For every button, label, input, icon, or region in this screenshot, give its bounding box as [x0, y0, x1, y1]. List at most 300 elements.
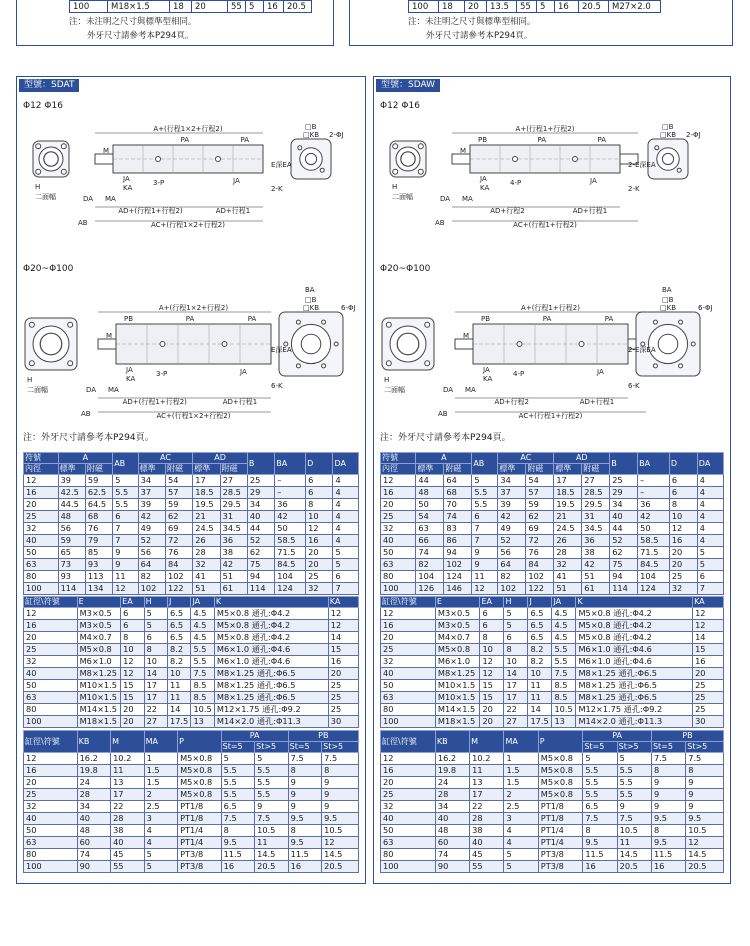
table-cell: 64	[498, 559, 526, 571]
table-cell: 9	[322, 777, 359, 789]
table-cell: 16	[381, 487, 416, 499]
table-cell: 6	[480, 620, 504, 632]
top-cell: 16	[264, 1, 284, 13]
table-cell: PT1/8	[538, 801, 583, 813]
table-cell: 60	[77, 837, 111, 849]
table-row	[381, 777, 724, 789]
table-cell: 8.5	[552, 692, 576, 704]
table-cell: 20	[381, 632, 436, 644]
table-row	[24, 523, 359, 535]
table-cell: 6	[121, 620, 144, 632]
table-cell: 9	[113, 559, 138, 571]
subheader: 內徑	[381, 464, 416, 475]
table-cell: 5	[144, 620, 167, 632]
table-cell: 11	[528, 680, 552, 692]
table-cell: 5.5	[255, 777, 289, 789]
dimension-table-2	[380, 596, 724, 728]
table-cell: 9	[288, 777, 322, 789]
dimension-table-3	[380, 730, 724, 873]
dim-b: □B	[662, 296, 674, 304]
table-cell: 6	[121, 608, 144, 620]
table-cell: 102	[444, 559, 472, 571]
header-ac: AC	[138, 453, 193, 464]
table-cell: 15	[121, 692, 144, 704]
table-cell: 29	[247, 487, 274, 499]
table-cell: 61	[220, 583, 247, 595]
table-cell: 14	[528, 704, 552, 716]
table-cell: 28	[554, 547, 582, 559]
table-cell: 40	[381, 535, 416, 547]
table-cell: 9.5	[288, 813, 322, 825]
table-cell: M14×2.0 通孔:Φ11.3	[576, 716, 693, 728]
table-cell: 12	[121, 656, 144, 668]
table-cell: 61	[582, 583, 610, 595]
table-cell: 100	[381, 716, 436, 728]
table-cell: 40	[247, 511, 274, 523]
table-cell: 16	[221, 861, 255, 873]
table-cell: 5	[221, 753, 255, 765]
table-cell: 3	[144, 813, 178, 825]
table-cell: 5	[144, 608, 167, 620]
table3-subheader: St=5	[583, 742, 617, 753]
top-cell: 20.5	[579, 1, 609, 13]
table-cell: 2	[504, 789, 538, 801]
table-row	[381, 813, 724, 825]
table-cell: 13	[111, 777, 145, 789]
table-cell: 4	[333, 511, 359, 523]
table-cell: 60	[435, 837, 469, 849]
table-cell: 15	[121, 680, 144, 692]
table-cell: 17.5	[528, 716, 552, 728]
table-cell: 11	[255, 837, 289, 849]
table-cell: 11	[528, 692, 552, 704]
table-cell: 2	[144, 789, 178, 801]
table-cell: 14.5	[617, 849, 651, 861]
table-cell: 8	[221, 825, 255, 837]
table-cell: 9	[651, 801, 685, 813]
table-cell: 76	[85, 523, 112, 535]
table-cell: 27	[144, 716, 167, 728]
table-cell: 4	[697, 499, 723, 511]
table-cell: 10.5	[552, 704, 576, 716]
table-cell: 71.5	[275, 547, 306, 559]
dim-a: A+(行程1×2+行程2)	[158, 304, 229, 312]
table-cell: 5	[583, 753, 617, 765]
table-cell: 102	[498, 583, 526, 595]
top-cell: 55	[517, 1, 537, 13]
table-cell: 80	[381, 849, 436, 861]
table-cell: 48	[58, 511, 85, 523]
top-left-table	[69, 0, 312, 13]
table-cell: 44	[247, 523, 274, 535]
table-row	[381, 571, 724, 583]
table-cell: 84.5	[275, 559, 306, 571]
table-cell: 12	[669, 523, 697, 535]
dim-h: H	[27, 376, 33, 384]
table-cell: 40	[111, 837, 145, 849]
table-cell: 13	[191, 716, 214, 728]
table-cell: 42.5	[58, 487, 85, 499]
top-left-note1: 注：未注明之尺寸與標準型相同。	[69, 17, 197, 27]
dim-m: M	[106, 332, 113, 340]
table-cell: 4.5	[191, 620, 214, 632]
table-cell: M6×1.0 通孔:Φ4.6	[576, 656, 693, 668]
table-cell: 8	[288, 825, 322, 837]
table-cell: 84	[526, 559, 554, 571]
table-cell: 37	[138, 487, 165, 499]
table-cell: 12	[322, 837, 359, 849]
table-cell: 5	[617, 753, 651, 765]
table-row	[381, 765, 724, 777]
table-cell: 10	[528, 668, 552, 680]
table-cell: 69	[165, 523, 192, 535]
table-cell: 5.5	[255, 789, 289, 801]
table-cell: 52	[498, 535, 526, 547]
table-cell: M8×1.25 通孔:Φ6.5	[214, 692, 328, 704]
dim-ba: BA	[305, 286, 315, 294]
table-cell: 6.5	[583, 801, 617, 813]
table-cell: 9	[288, 801, 322, 813]
dim-pb: PB	[478, 136, 488, 144]
dim-b: □B	[662, 123, 674, 131]
dim-a: A+(行程1+行程2)	[515, 125, 575, 133]
table-row	[24, 765, 359, 777]
table-cell: 6	[306, 487, 333, 499]
table-cell: 42	[498, 511, 526, 523]
dim-kb: □KB	[303, 131, 320, 139]
dim-ab: AB	[78, 219, 88, 227]
table-cell: M5×0.8 通孔:Φ4.2	[576, 620, 693, 632]
dim-ab: AB	[438, 410, 448, 418]
table-row	[24, 475, 359, 487]
table-cell: 12	[24, 475, 59, 487]
table-cell: 56	[138, 547, 165, 559]
table2-header: JA	[552, 597, 576, 608]
table3-header-pb: PB	[651, 731, 723, 742]
table3-header-pa: PA	[221, 731, 288, 742]
table-cell: 59	[58, 535, 85, 547]
table-cell: 14	[328, 632, 358, 644]
table-cell: 20	[669, 547, 697, 559]
table-cell: 20	[381, 499, 416, 511]
table-row	[381, 837, 724, 849]
table-cell: 54	[165, 475, 192, 487]
table-cell: 38	[220, 547, 247, 559]
table-cell: 5.5	[583, 789, 617, 801]
table-cell: 71.5	[638, 547, 670, 559]
table-cell: M5×0.8 通孔:Φ4.2	[214, 608, 328, 620]
table2-header: 缸徑\符號	[24, 597, 78, 608]
table-cell: 27	[582, 475, 610, 487]
top-right-table	[408, 0, 661, 13]
table-cell: 40	[24, 668, 78, 680]
table-cell: PT1/8	[538, 813, 583, 825]
table-cell: M12×1.75 通孔:Φ9.2	[214, 704, 328, 716]
table-cell: 12	[328, 620, 358, 632]
table-cell: 5	[697, 547, 723, 559]
table-cell: 68	[85, 511, 112, 523]
table-cell: 74	[77, 849, 111, 861]
table-cell: M8×1.25 通孔:Φ6.5	[576, 668, 693, 680]
table-cell: 8	[651, 825, 685, 837]
header-ba: BA	[275, 453, 306, 475]
table-cell: M3×0.5	[77, 608, 121, 620]
table2-header: EA	[480, 597, 504, 608]
table-cell: 42	[275, 511, 306, 523]
table-cell: 5.5	[583, 777, 617, 789]
dim-ka: KA	[483, 375, 493, 383]
table-cell: M5×0.8 通孔:Φ4.2	[214, 620, 328, 632]
table-cell: 39	[58, 475, 85, 487]
table-cell: 15	[480, 680, 504, 692]
table-cell: 34	[77, 801, 111, 813]
table-cell: 28	[193, 547, 220, 559]
top-cell: M27×2.0	[609, 1, 661, 13]
dim-ad2: AD+行程1	[579, 398, 615, 406]
table-cell: 100	[24, 716, 78, 728]
table2-header: H	[504, 597, 528, 608]
dim-ja: JA	[126, 366, 133, 374]
dim-p: 4-P	[510, 179, 522, 187]
table-cell: 124	[638, 583, 670, 595]
dim-kb: □KB	[303, 304, 320, 312]
table-cell: 28.5	[582, 487, 610, 499]
table-cell: 20.5	[255, 861, 289, 873]
bore-label-small: Φ12 Φ16	[380, 101, 420, 111]
table-cell: 25	[24, 789, 78, 801]
table-cell: 8.2	[528, 644, 552, 656]
table-cell: 12	[24, 608, 78, 620]
table-cell: 12	[381, 475, 416, 487]
table-cell: 32	[381, 801, 436, 813]
subheader: 附磁	[526, 464, 554, 475]
top-left-note2: 外牙尺寸請參考本P294頁。	[87, 31, 194, 41]
dim-ad2: AD+行程1	[572, 207, 608, 215]
table-cell: 50	[381, 680, 436, 692]
subheader: 標準	[58, 464, 85, 475]
table-row	[24, 837, 359, 849]
table-cell: 36	[275, 499, 306, 511]
table-cell: 69	[526, 523, 554, 535]
table-cell: 55	[111, 861, 145, 873]
table-cell: 10	[306, 511, 333, 523]
table-row	[381, 608, 724, 620]
table-cell: 19.5	[554, 499, 582, 511]
dim-m: M	[460, 147, 467, 155]
dim-ea: 2-E深EA	[628, 346, 656, 354]
bore-label-large: Φ20~Φ100	[380, 264, 431, 274]
table-cell: 10.2	[111, 753, 145, 765]
table-cell: 9.5	[651, 813, 685, 825]
table-cell: 48	[77, 825, 111, 837]
table-cell: 16	[306, 535, 333, 547]
header-da: DA	[697, 453, 723, 475]
table-cell: 16	[328, 656, 358, 668]
table-cell: 11	[617, 837, 651, 849]
table-row	[24, 547, 359, 559]
subheader: 內徑	[24, 464, 59, 475]
table-cell: 104	[638, 571, 670, 583]
table-cell: 28.5	[220, 487, 247, 499]
table2-header: E	[435, 597, 480, 608]
table-row	[24, 620, 359, 632]
table-cell: 9.5	[583, 837, 617, 849]
top-left-frame	[16, 0, 334, 46]
table-cell: PT1/8	[178, 813, 222, 825]
table-row	[24, 487, 359, 499]
table-cell: 5.5	[583, 765, 617, 777]
table-cell: 4	[144, 825, 178, 837]
table-row	[381, 559, 724, 571]
table-cell: 18.5	[554, 487, 582, 499]
table-cell: 62.5	[85, 487, 112, 499]
table-cell: 8	[144, 644, 167, 656]
table-cell: 19.8	[77, 765, 111, 777]
dim-j: 6-ΦJ	[341, 304, 356, 312]
table-cell: 58.5	[275, 535, 306, 547]
table-cell: 7.5	[583, 813, 617, 825]
table-row	[381, 704, 724, 716]
table-cell: 50	[416, 499, 444, 511]
table-cell: 7.5	[322, 753, 359, 765]
table-cell: 25	[381, 511, 416, 523]
table-cell: 4.5	[552, 620, 576, 632]
top-cell: M18×1.5	[108, 1, 170, 13]
dim-ac: AC+(行程1×2+行程2)	[156, 412, 231, 420]
dim-ja: JA	[480, 175, 487, 183]
top-right-note1: 注：未注明之尺寸與標準型相同。	[408, 17, 536, 27]
table-cell: 80	[381, 571, 416, 583]
dim-p: 3-P	[156, 370, 168, 378]
table-cell: 50	[381, 825, 436, 837]
table3-subheader: St>5	[255, 742, 289, 753]
model-tag: 型號：SDAW	[376, 79, 440, 92]
table-cell: 36	[582, 535, 610, 547]
dim-da: DA	[86, 386, 97, 394]
table-cell: 26	[554, 535, 582, 547]
table-cell: 51	[193, 583, 220, 595]
subheader: 附磁	[444, 464, 472, 475]
table-cell: 84	[165, 559, 192, 571]
table-cell: 34	[247, 499, 274, 511]
table3-subheader: St>5	[686, 742, 724, 753]
table-cell: M5×0.8	[538, 765, 583, 777]
table-cell: 16	[669, 535, 697, 547]
table-cell: 34	[610, 499, 638, 511]
subheader: 標準	[193, 464, 220, 475]
dim-ad1: AD+行程2	[494, 398, 529, 406]
dim-ab: AB	[435, 219, 445, 227]
table-cell: 5	[472, 475, 498, 487]
table-cell: 22	[111, 801, 145, 813]
dimension-table-1	[380, 452, 724, 595]
table-cell: 14	[144, 668, 167, 680]
table-cell: M10×1.5	[77, 692, 121, 704]
table-cell: 17	[470, 789, 504, 801]
table-cell: 8	[686, 765, 724, 777]
table-cell: 17	[554, 475, 582, 487]
table3-header-pa: PA	[583, 731, 652, 742]
dimension-table-2	[23, 596, 359, 728]
table-cell: 16	[651, 861, 685, 873]
table3-header: P	[538, 731, 583, 753]
table-cell: 7	[472, 523, 498, 535]
table-cell: 12	[306, 523, 333, 535]
table-cell: 20	[306, 559, 333, 571]
table-cell: 4	[697, 475, 723, 487]
table-cell: 26	[193, 535, 220, 547]
dim-m: M	[103, 147, 110, 155]
table-cell: 4	[144, 837, 178, 849]
table-cell: 93	[85, 559, 112, 571]
table-cell: 40	[77, 813, 111, 825]
table-cell: 34.5	[220, 523, 247, 535]
table-cell: 8	[288, 765, 322, 777]
dim-pa2: PA	[604, 315, 614, 323]
table-cell: 11	[470, 765, 504, 777]
table-cell: 6	[113, 511, 138, 523]
table-cell: M5×0.8	[435, 644, 480, 656]
table-cell: 51	[582, 571, 610, 583]
dim-da: DA	[83, 195, 94, 203]
table-row	[381, 789, 724, 801]
table-cell: M6×1.0 通孔:Φ4.6	[214, 644, 328, 656]
table-cell: 63	[416, 523, 444, 535]
table-cell: 42	[638, 511, 670, 523]
table-cell: 29.5	[220, 499, 247, 511]
table-cell: 9	[472, 547, 498, 559]
table-cell: 6.5	[221, 801, 255, 813]
table-cell: 22	[504, 704, 528, 716]
table-cell: 9	[472, 559, 498, 571]
table-cell: 24	[435, 777, 469, 789]
dim-a: A+(行程1×2+行程2)	[153, 125, 223, 133]
table-cell: 11.5	[221, 849, 255, 861]
header-a: A	[416, 453, 472, 464]
table-cell: 25	[328, 692, 358, 704]
table3-header: KB	[77, 731, 111, 753]
table-cell: 45	[111, 849, 145, 861]
table-cell: 5.5	[191, 656, 214, 668]
table-cell: 20	[24, 777, 78, 789]
table-row	[24, 704, 359, 716]
table-cell: 85	[85, 547, 112, 559]
table-cell: 10.5	[686, 825, 724, 837]
table-cell: 21	[193, 511, 220, 523]
table-cell: 44	[610, 523, 638, 535]
table-cell: 5.5	[617, 765, 651, 777]
table-cell: PT1/4	[178, 825, 222, 837]
dim-face: 二面幅	[35, 193, 56, 201]
table3-subheader: St=5	[221, 742, 255, 753]
table-row	[381, 523, 724, 535]
drawing-small	[374, 111, 730, 261]
table3-header: M	[470, 731, 504, 753]
table-cell: 10	[504, 656, 528, 668]
table-cell: M4×0.7	[435, 632, 480, 644]
table-cell: 5	[113, 475, 138, 487]
table-cell: 11	[472, 571, 498, 583]
table3-subheader: St=5	[651, 742, 685, 753]
table-cell: 114	[58, 583, 85, 595]
table-cell: PT3/8	[178, 849, 222, 861]
top-cell: 20.5	[284, 1, 312, 13]
table-cell: 13	[552, 716, 576, 728]
table-cell: 10.5	[191, 704, 214, 716]
table-cell: 14	[504, 668, 528, 680]
top-cell: 20	[465, 1, 487, 13]
table-cell: 100	[381, 861, 436, 873]
